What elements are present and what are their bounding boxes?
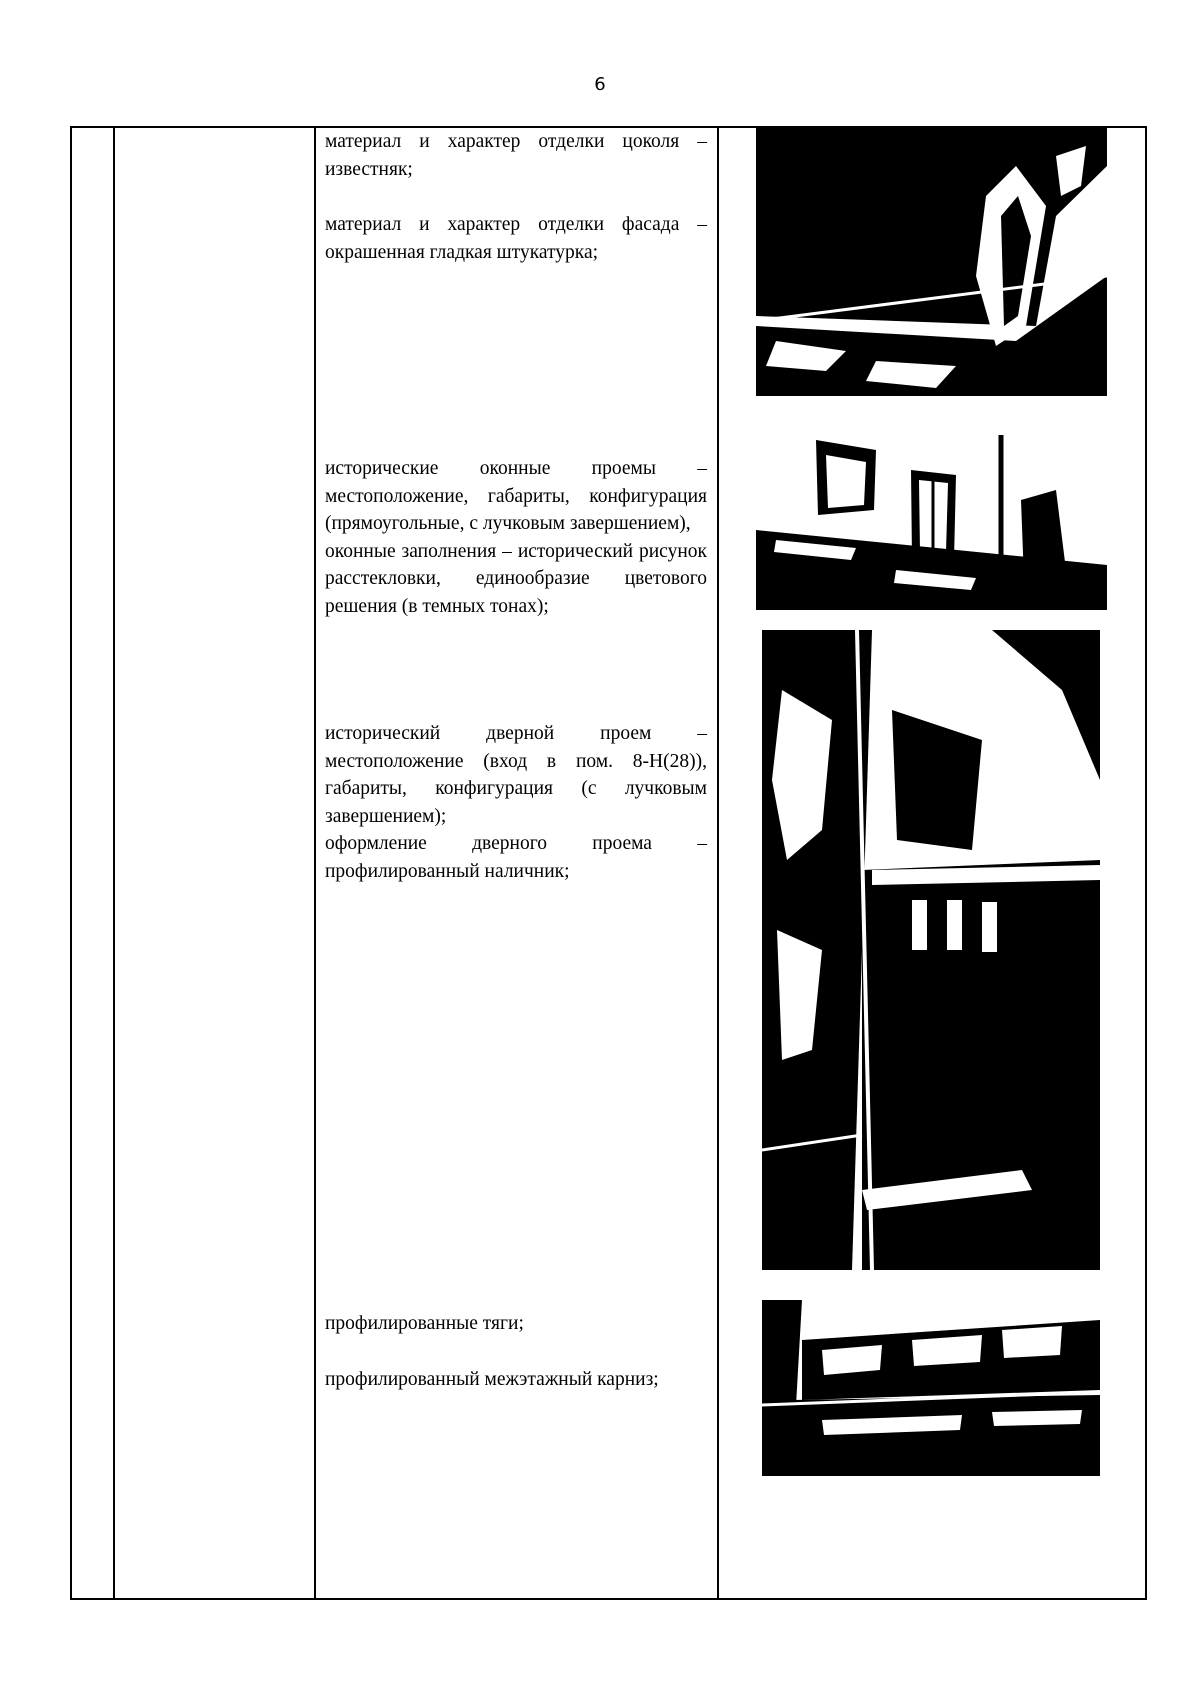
table-column-divider [113,126,115,1600]
door-description [325,720,707,885]
window-fillings-text: оконные заполнения – исторический рисунок расстекловки, единообразие цветового решения (в темных тонах); [325,540,707,617]
table-column-divider [717,126,719,1600]
window-description [325,455,707,620]
cornice-photo [762,1300,1100,1476]
window-openings-text: исторические оконные проемы – местоположение, габариты, конфигурация (прямоугольные, с лучковым завершением), [325,458,707,534]
string-courses-text: профилированные тяги; [325,1313,524,1334]
cornice-description [325,1310,707,1393]
facade-finish-text: материал и характер отделки фасада – окрашенная гладкая штукатурка; [325,214,707,263]
page-number: 6 [594,74,606,95]
table-column-divider [314,126,316,1600]
plinth-finish-text: материал и характер отделки цоколя – известняк; [325,131,707,180]
door-decoration-text: оформление дверного проема – профилированный наличник; [325,833,707,882]
door-opening-text: исторический дверной проем – местоположение (вход в пом. 8-Н(28)), габариты, конфигурация (с лучковым завершением); [325,723,707,827]
window-openings-photo [756,420,1107,610]
door-opening-photo [762,630,1100,1270]
facade-plinth-photo [756,126,1107,396]
cornice-text: профилированный межэтажный карниз; [325,1368,659,1390]
finish-description [325,128,707,266]
